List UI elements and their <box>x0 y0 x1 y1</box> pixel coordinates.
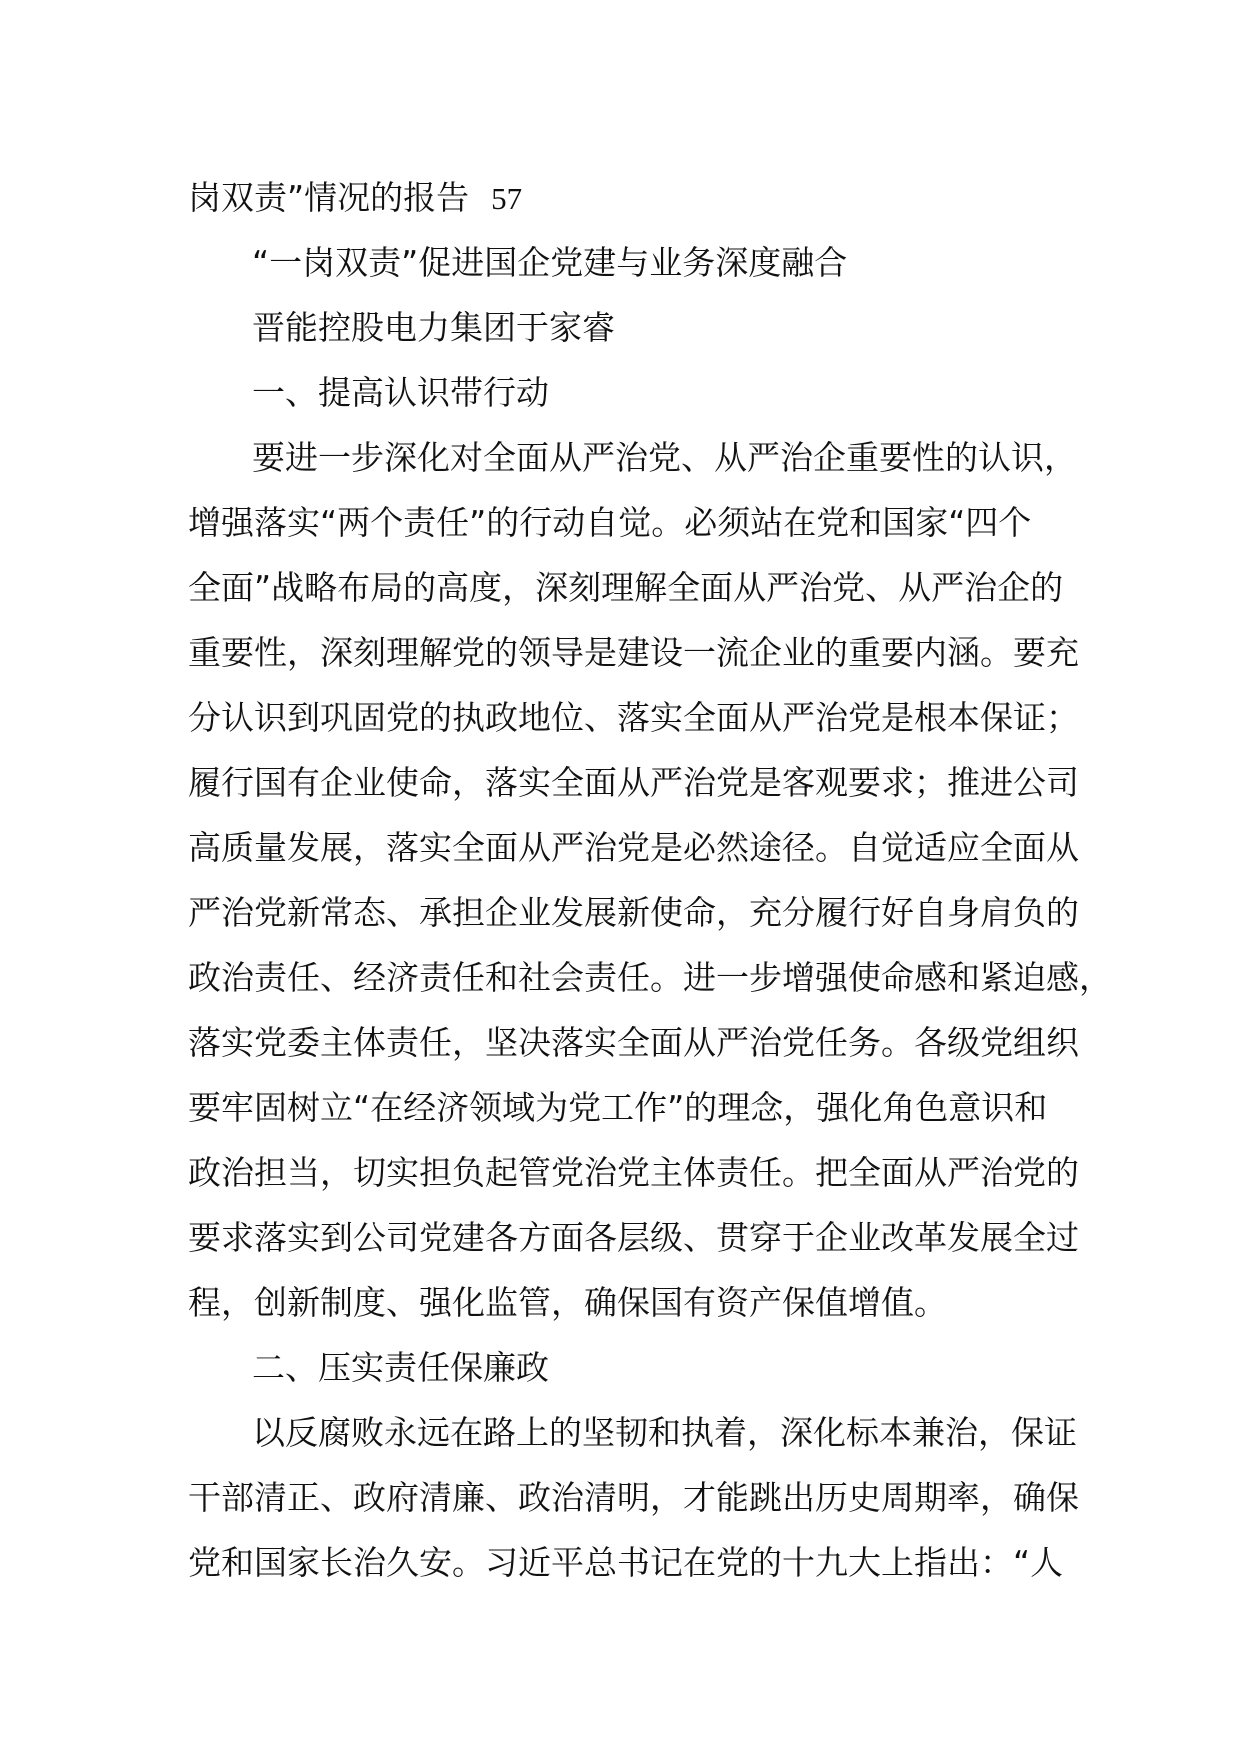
paragraph-line: 以反腐败永远在路上的坚韧和执着，深化标本兼治，保证 <box>252 1413 1077 1452</box>
paragraph-line: 严治党新常态、承担企业发展新使命，充分履行好自身肩负的 <box>188 893 1079 932</box>
document-body <box>188 165 1112 1595</box>
continuation-text: 岗双责”情况的报告 <box>188 178 470 217</box>
paragraph-line: 干部清正、政府清廉、政治清明，才能跳出历史周期率，确保 <box>188 1478 1079 1517</box>
section-heading-1: 一、提高认识带行动 <box>252 373 549 412</box>
paragraph-line: 重要性，深刻理解党的领导是建设一流企业的重要内涵。要充 <box>188 633 1079 672</box>
page-number: 57 <box>491 181 523 216</box>
paragraph-line: 增强落实“两个责任”的行动自觉。必须站在党和国家“四个 <box>188 503 1032 542</box>
document-title: “一岗双责”促进国企党建与业务深度融合 <box>252 243 848 282</box>
paragraph-line: 分认识到巩固党的执政地位、落实全面从严治党是根本保证； <box>188 698 1079 737</box>
paragraph-line: 政治担当，切实担负起管党治党主体责任。把全面从严治党的 <box>188 1153 1079 1192</box>
paragraph-line: 要牢固树立“在经济领域为党工作”的理念，强化角色意识和 <box>188 1088 1048 1127</box>
section-heading-2: 二、压实责任保廉政 <box>252 1348 549 1387</box>
paragraph-line: 全面”战略布局的高度，深刻理解全面从严治党、从严治企的 <box>188 568 1064 607</box>
paragraph-line: 程，创新制度、强化监管，确保国有资产保值增值。 <box>188 1283 947 1322</box>
paragraph-line: 政治责任、经济责任和社会责任。进一步增强使命感和紧迫感， <box>188 958 1112 997</box>
paragraph-line: 党和国家长治久安。习近平总书记在党的十九大上指出：“人 <box>188 1543 1064 1582</box>
paragraph-line: 要进一步深化对全面从严治党、从严治企重要性的认识， <box>252 438 1077 477</box>
paragraph-line: 要求落实到公司党建各方面各层级、贯穿于企业改革发展全过 <box>188 1218 1079 1257</box>
paragraph-line: 高质量发展，落实全面从严治党是必然途径。自觉适应全面从 <box>188 828 1079 867</box>
paragraph-line: 履行国有企业使命，落实全面从严治党是客观要求；推进公司 <box>188 763 1079 802</box>
paragraph-line: 落实党委主体责任，坚决落实全面从严治党任务。各级党组织 <box>188 1023 1079 1062</box>
document-author: 晋能控股电力集团于家睿 <box>252 308 615 347</box>
continuation-line <box>188 165 1068 230</box>
